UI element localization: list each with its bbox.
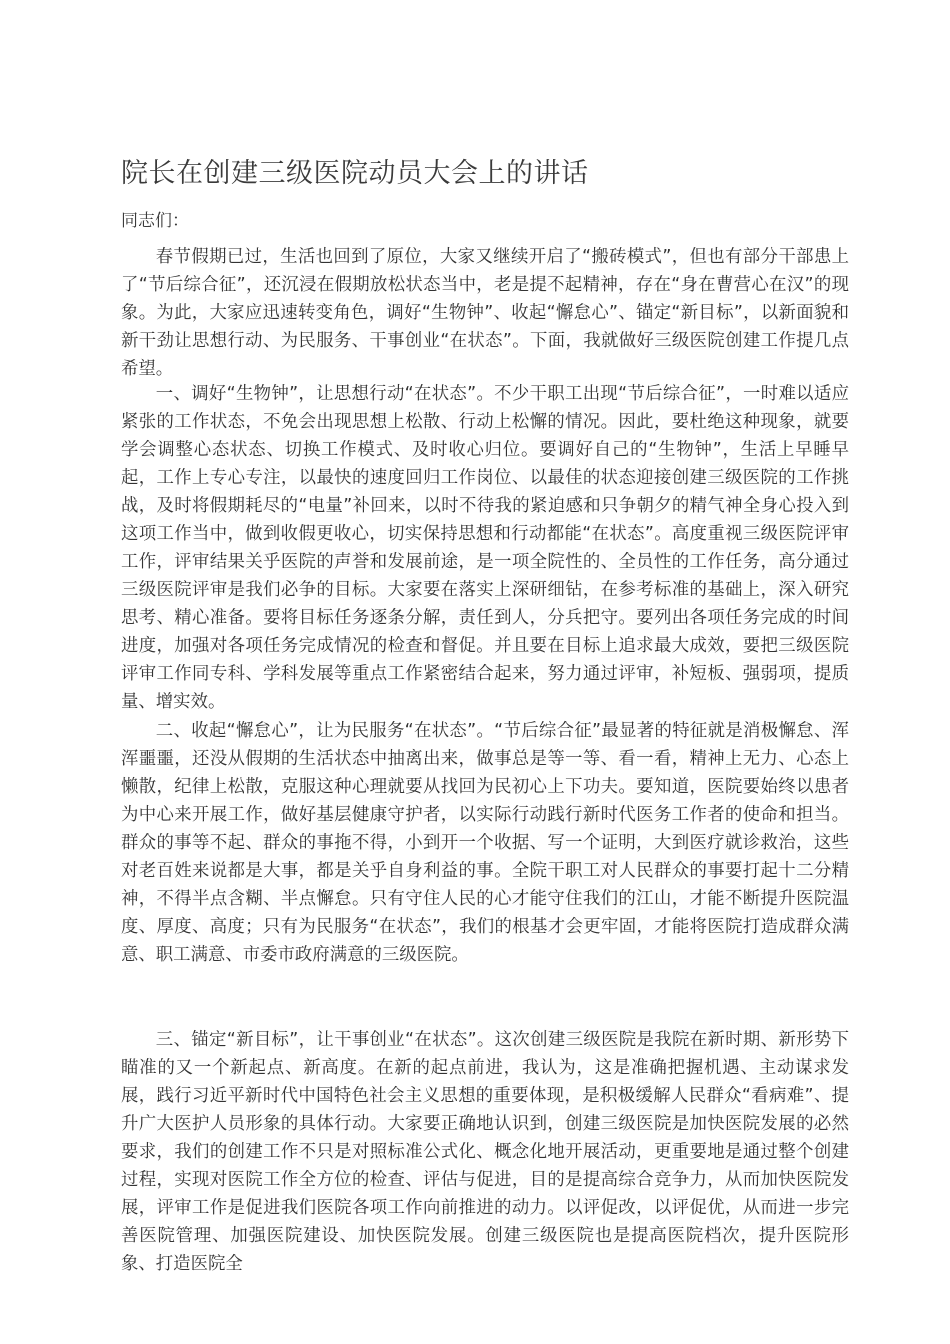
paragraph-text: 不少干职工出现“节后综合征”，一时难以适应紧张的工作状态，不免会出现思想上松散、行动上松懈的情况。因此，要杜绝这种现象，就要学会调整心态状态、切换工作模式、及时收心归位。要调好自己的“生物钟”，生活上早睡早起，工作上专心专注，以最快的速度回归工作岗位、以最佳的状态迎接创建三级医院的工作挑战，及时将假期耗尽的“电量”补回来，以时不待我的紧迫感和只争朝夕的精气神全身心投入到这项工作当中，做到收假更收心，切实保持思想和行动都能“在状态”。高度重视三级医院评审工作，评审结果关乎医院的声誉和发展前途，是一项全院性的、全员性的工作任务，高分通过三级医院评审是我们必争的目标。大家要在落实上深研细钻，在参考标准的基础上，深入研究思考、精心准备。要将目标任务逐条分解，责任到人，分兵把守。要列出各项任务完成的时间进度，加强对各项任务完成情况的检查和督促。并且要在目标上追求最大成效，要把三级医院评审工作同专科、学科发展等重点工作紧密结合起来，努力通过评审，补短板、强弱项，提质量、增实效。 — [121, 384, 849, 712]
paragraph-text: “节后综合征”最显著的特征就是消极懈怠、浑浑噩噩，还没从假期的生活状态中抽离出来，做事总是等一等、看一看，精神上无力、心态上懒散，纪律上松散，克服这种心理就要从找回为民初心上下功夫。要知道，医院要始终以患者为中心来开展工作，做好基层健康守护者，以实际行动践行新时代医务工作者的使命和担当。群众的事等不起、群众的事拖不得，小到开一个收据、写一个证明，大到医疗就诊救治，这些对老百姓来说都是大事，都是关乎自身利益的事。全院干职工对人民群众的事要打起十二分精神，不得半点含糊、半点懈怠。只有守住人民的心才能守住我们的江山，才能不断提升医院温度、厚度、高度；只有为民服务“在状态”，我们的根基才会更牢固，才能将医院打造成群众满意、职工满意、市委市政府满意的三级医院。 — [121, 721, 849, 965]
paragraph-lead: 三、锚定“新目标”，让干事创业“在状态”。 — [155, 1030, 495, 1050]
paragraph-section-3 — [121, 1026, 849, 1278]
page-title: 院长在创建三级医院动员大会上的讲话 — [121, 158, 589, 189]
paragraph-section-1 — [121, 380, 849, 716]
paragraph-lead: 一、调好“生物钟”，让思想行动“在状态”。 — [155, 384, 495, 404]
paragraph-intro — [121, 243, 849, 383]
paragraph-lead: 二、收起“懈怠心”，让为民服务“在状态”。 — [155, 721, 495, 741]
paragraph-section-2 — [121, 717, 849, 969]
paragraph-text: 这次创建三级医院是我院在新时期、新形势下瞄准的又一个新起点、新高度。在新的起点前进，我认为，这是准确把握机遇、主动谋求发展，践行习近平新时代中国特色社会主义思想的重要体现，是积极缓解人民群众“看病难”、提升广大医护人员形象的具体行动。大家要正确地认识到，创建三级医院是加快医院发展的必然要求，我们的创建工作不只是对照标准公式化、概念化地开展活动，更重要地是通过整个创建过程，实现对医院工作全方位的检查、评估与促进，目的是提高综合竞争力，从而加快医院发展，评审工作是促进我们医院各项工作向前推进的动力。以评促改，以评促优，从而进一步完善医院管理、加强医院建设、加快医院发展。创建三级医院也是提高医院档次，提升医院形象、打造医院全 — [121, 1030, 849, 1274]
salutation: 同志们： — [121, 211, 189, 231]
paragraph-text: 春节假期已过，生活也回到了原位，大家又继续开启了“搬砖模式”，但也有部分干部患上了“节后综合征”，还沉浸在假期放松状态当中，老是提不起精神，存在“身在曹营心在汉”的现象。为此，大家应迅速转变角色，调好“生物钟”、收起“懈怠心”、锚定“新目标”，以新面貌和新干劲让思想行动、为民服务、干事创业“在状态”。下面，我就做好三级医院创建工作提几点希望。 — [121, 247, 849, 379]
